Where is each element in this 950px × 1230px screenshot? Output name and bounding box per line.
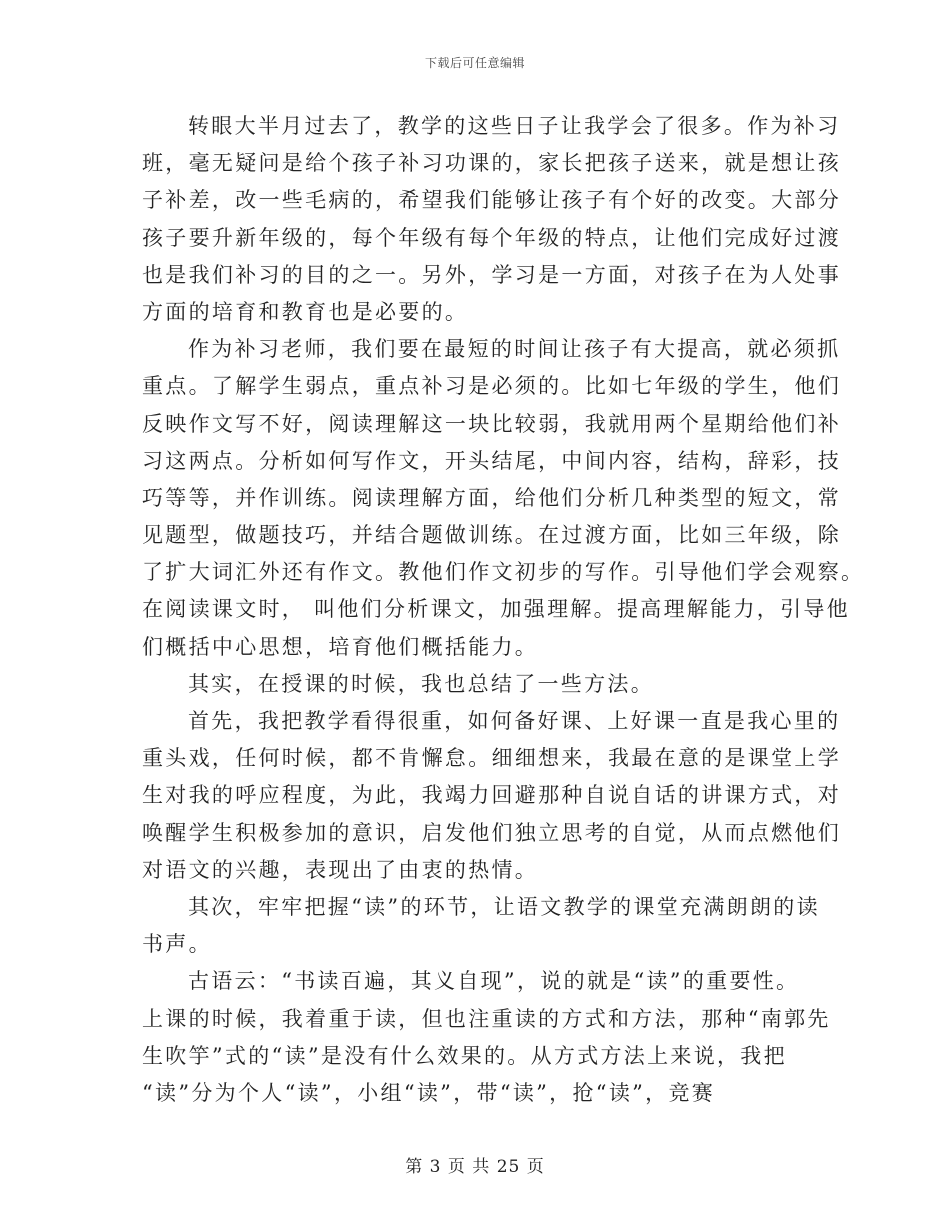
text-line: 古语云：“书读百遍，其义自现”，说的就是“读”的重要性。 [188,969,800,994]
text-line: 作为补习老师，我们要在最短的时间让孩子有大提高，就必须抓 [188,337,841,362]
text-line: 重头戏，任何时候，都不肯懈怠。细细想来，我最在意的是课堂上学 [142,746,841,771]
text-line: 生吹竽”式的“读”是没有什么效果的。从方式方法上来说，我把 [142,1043,787,1068]
text-line: 在阅读课文时， 叫他们分析课文，加强理解。提高理解能力，引导他 [142,597,850,622]
text-line: 班，毫无疑问是给个孩子补习功课的，家长把孩子送来，就是想让孩 [142,151,841,176]
text-line: 生对我的呼应程度，为此，我竭力回避那种自说自话的讲课方式，对 [142,783,841,808]
document-body [142,108,865,1112]
text-line: 孩子要升新年级的，每个年级有每个年级的特点，让他们完成好过渡 [142,225,841,250]
page-number-footer: 第 3 页 共 25 页 [405,1157,545,1177]
text-line: 们概括中心思想，培育他们概括能力。 [142,634,539,659]
text-line: 子补差，改一些毛病的，希望我们能够让孩子有个好的改变。大部分 [142,188,841,213]
text-line: 见题型，做题技巧，并结合题做训练。在过渡方面，比如三年级，除 [142,523,841,548]
text-line: 书声。 [142,932,212,957]
text-line: 其实，在授课的时候，我也总结了一些方法。 [188,671,654,696]
text-line: 其次，牢牢把握“读”的环节，让语文教学的课堂充满朗朗的读 [188,894,820,919]
text-line: 巧等等，并作训练。阅读理解方面，给他们分析几种类型的短文，常 [142,485,841,510]
text-line: 唤醒学生积极参加的意识，启发他们独立思考的自觉，从而点燃他们 [142,820,841,845]
text-line: 重点。了解学生弱点，重点补习是必须的。比如七年级的学生，他们 [142,374,841,399]
text-line: 上课的时候，我着重于读，但也注重读的方式和方法，那种“南郭先 [142,1006,831,1031]
text-line: “读”分为个人“读”，小组“读”，带“读”，抢“读”，竞赛 [142,1080,716,1105]
page-header-note: 下载后可任意编辑 [424,56,525,70]
text-line: 首先，我把教学看得很重，如何备好课、上好课一直是我心里的 [188,709,841,733]
text-line: 习这两点。分析如何写作文，开头结尾，中间内容，结构，辞彩，技 [142,448,841,473]
text-line: 也是我们补习的目的之一。另外，学习是一方面，对孩子在为人处事 [142,262,841,287]
text-line: 方面的培育和教育也是必要的。 [142,299,469,324]
text-line: 对语文的兴趣，表现出了由衷的热情。 [142,857,539,882]
text-line: 了扩大词汇外还有作文。教他们作文初步的写作。引导他们学会观察。 [142,560,865,585]
text-line: 反映作文写不好，阅读理解这一块比较弱，我就用两个星期给他们补 [142,411,841,436]
text-line: 转眼大半月过去了，教学的这些日子让我学会了很多。作为补习 [188,114,841,138]
